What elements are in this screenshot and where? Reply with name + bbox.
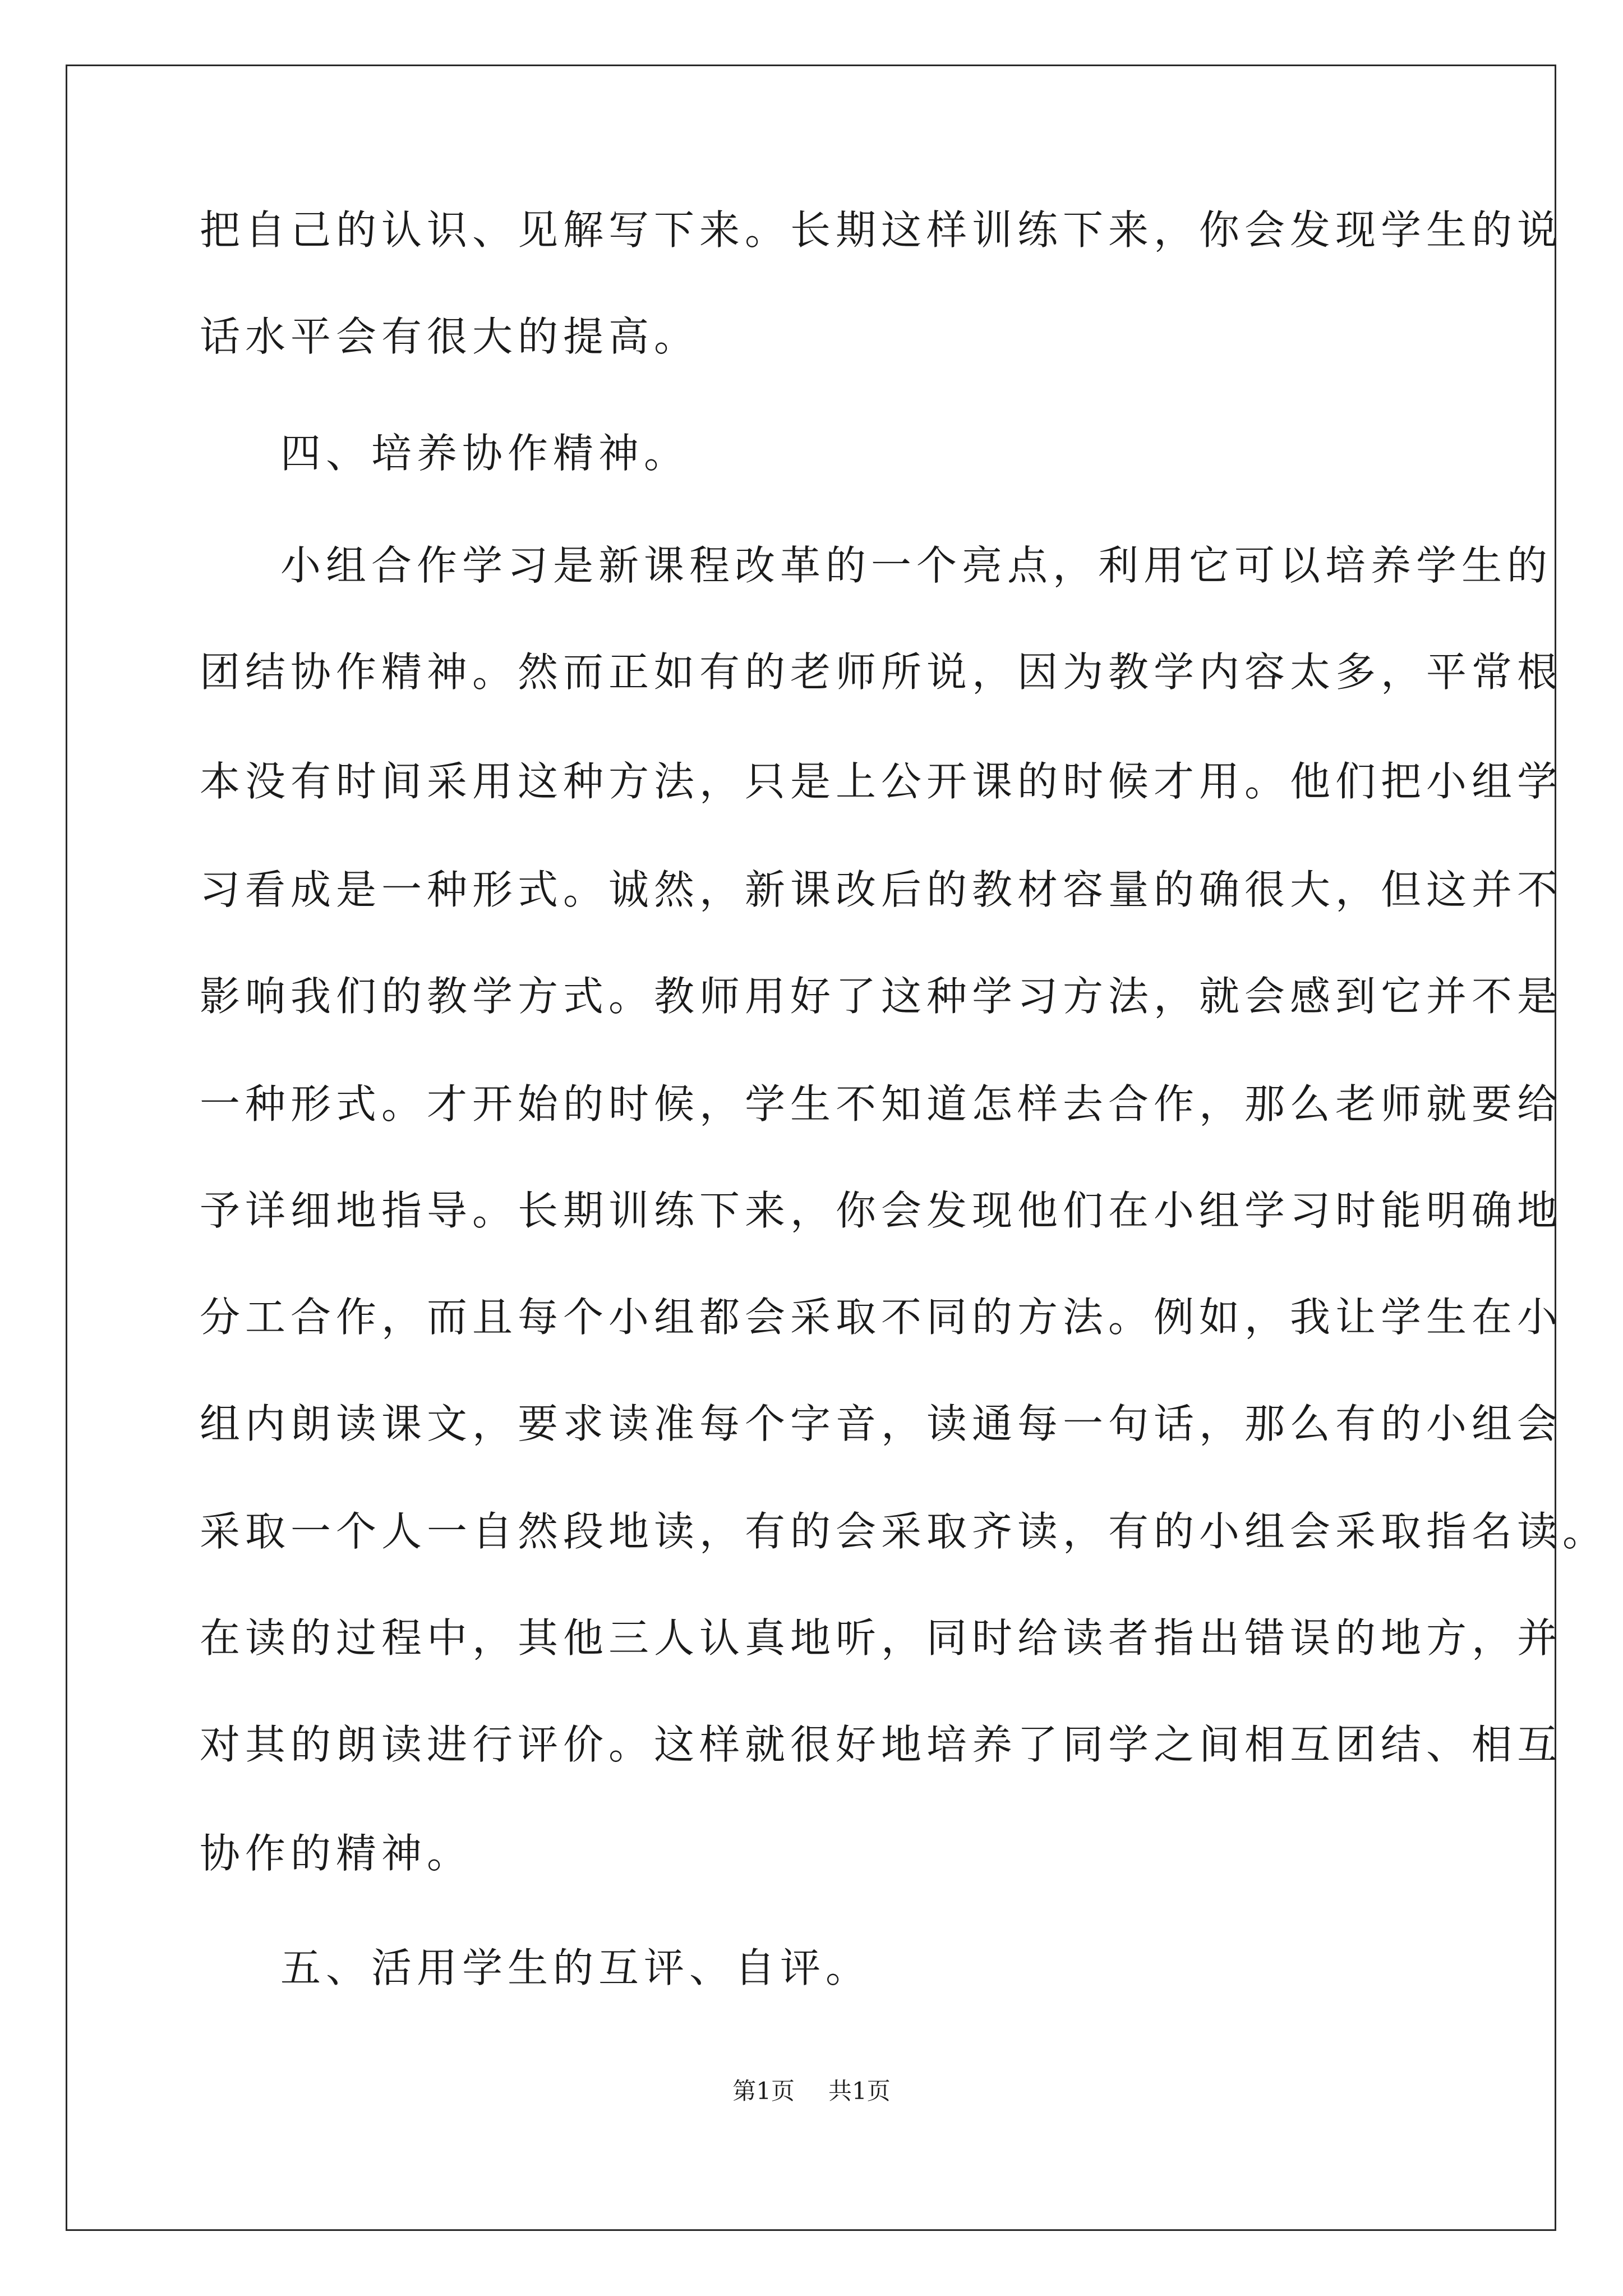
page-number: 第1页 [732, 2077, 795, 2105]
body-text-line: 习看成是一种形式。诚然，新课改后的教材容量的确很大，但这并不 [200, 866, 1563, 913]
body-text-line: 本没有时间采用这种方法，只是上公开课的时候才用。他们把小组学 [200, 758, 1563, 805]
page-footer [0, 2076, 1623, 2107]
page-total: 共1页 [828, 2077, 891, 2105]
body-text-line: 协作的精神。 [200, 1830, 473, 1877]
body-text-line: 把自己的认识、见解写下来。长期这样训练下来，你会发现学生的说 [200, 206, 1563, 254]
body-text-line: 对其的朗读进行评价。这样就很好地培养了同学之间相互团结、相互 [200, 1721, 1563, 1768]
body-text-line: 组内朗读课文，要求读准每个字音，读通每一句话，那么有的小组会 [200, 1400, 1563, 1447]
body-text-line: 在读的过程中，其他三人认真地听，同时给读者指出错误的地方，并 [200, 1614, 1563, 1662]
page-border [66, 65, 1556, 2231]
body-text-line: 予详细地指导。长期训练下来，你会发现他们在小组学习时能明确地 [200, 1187, 1563, 1234]
section-heading-4: 四、培养协作精神。 [280, 430, 690, 477]
body-text-line: 一种形式。才开始的时候，学生不知道怎样去合作，那么老师就要给 [200, 1080, 1563, 1128]
body-text-line: 小组合作学习是新课程改革的一个亮点，利用它可以培养学生的 [280, 542, 1553, 589]
body-text-line: 团结协作精神。然而正如有的老师所说，因为教学内容太多，平常根 [200, 648, 1563, 696]
body-text-line: 采取一个人一自然段地读，有的会采取齐读，有的小组会采取指名读。 [200, 1508, 1608, 1555]
body-text-line: 影响我们的教学方式。教师用好了这种学习方法，就会感到它并不是 [200, 973, 1563, 1020]
body-text-line: 话水平会有很大的提高。 [200, 313, 700, 360]
section-heading-5: 五、活用学生的互评、自评。 [280, 1944, 872, 1991]
body-text-line: 分工合作，而且每个小组都会采取不同的方法。例如，我让学生在小 [200, 1294, 1563, 1341]
